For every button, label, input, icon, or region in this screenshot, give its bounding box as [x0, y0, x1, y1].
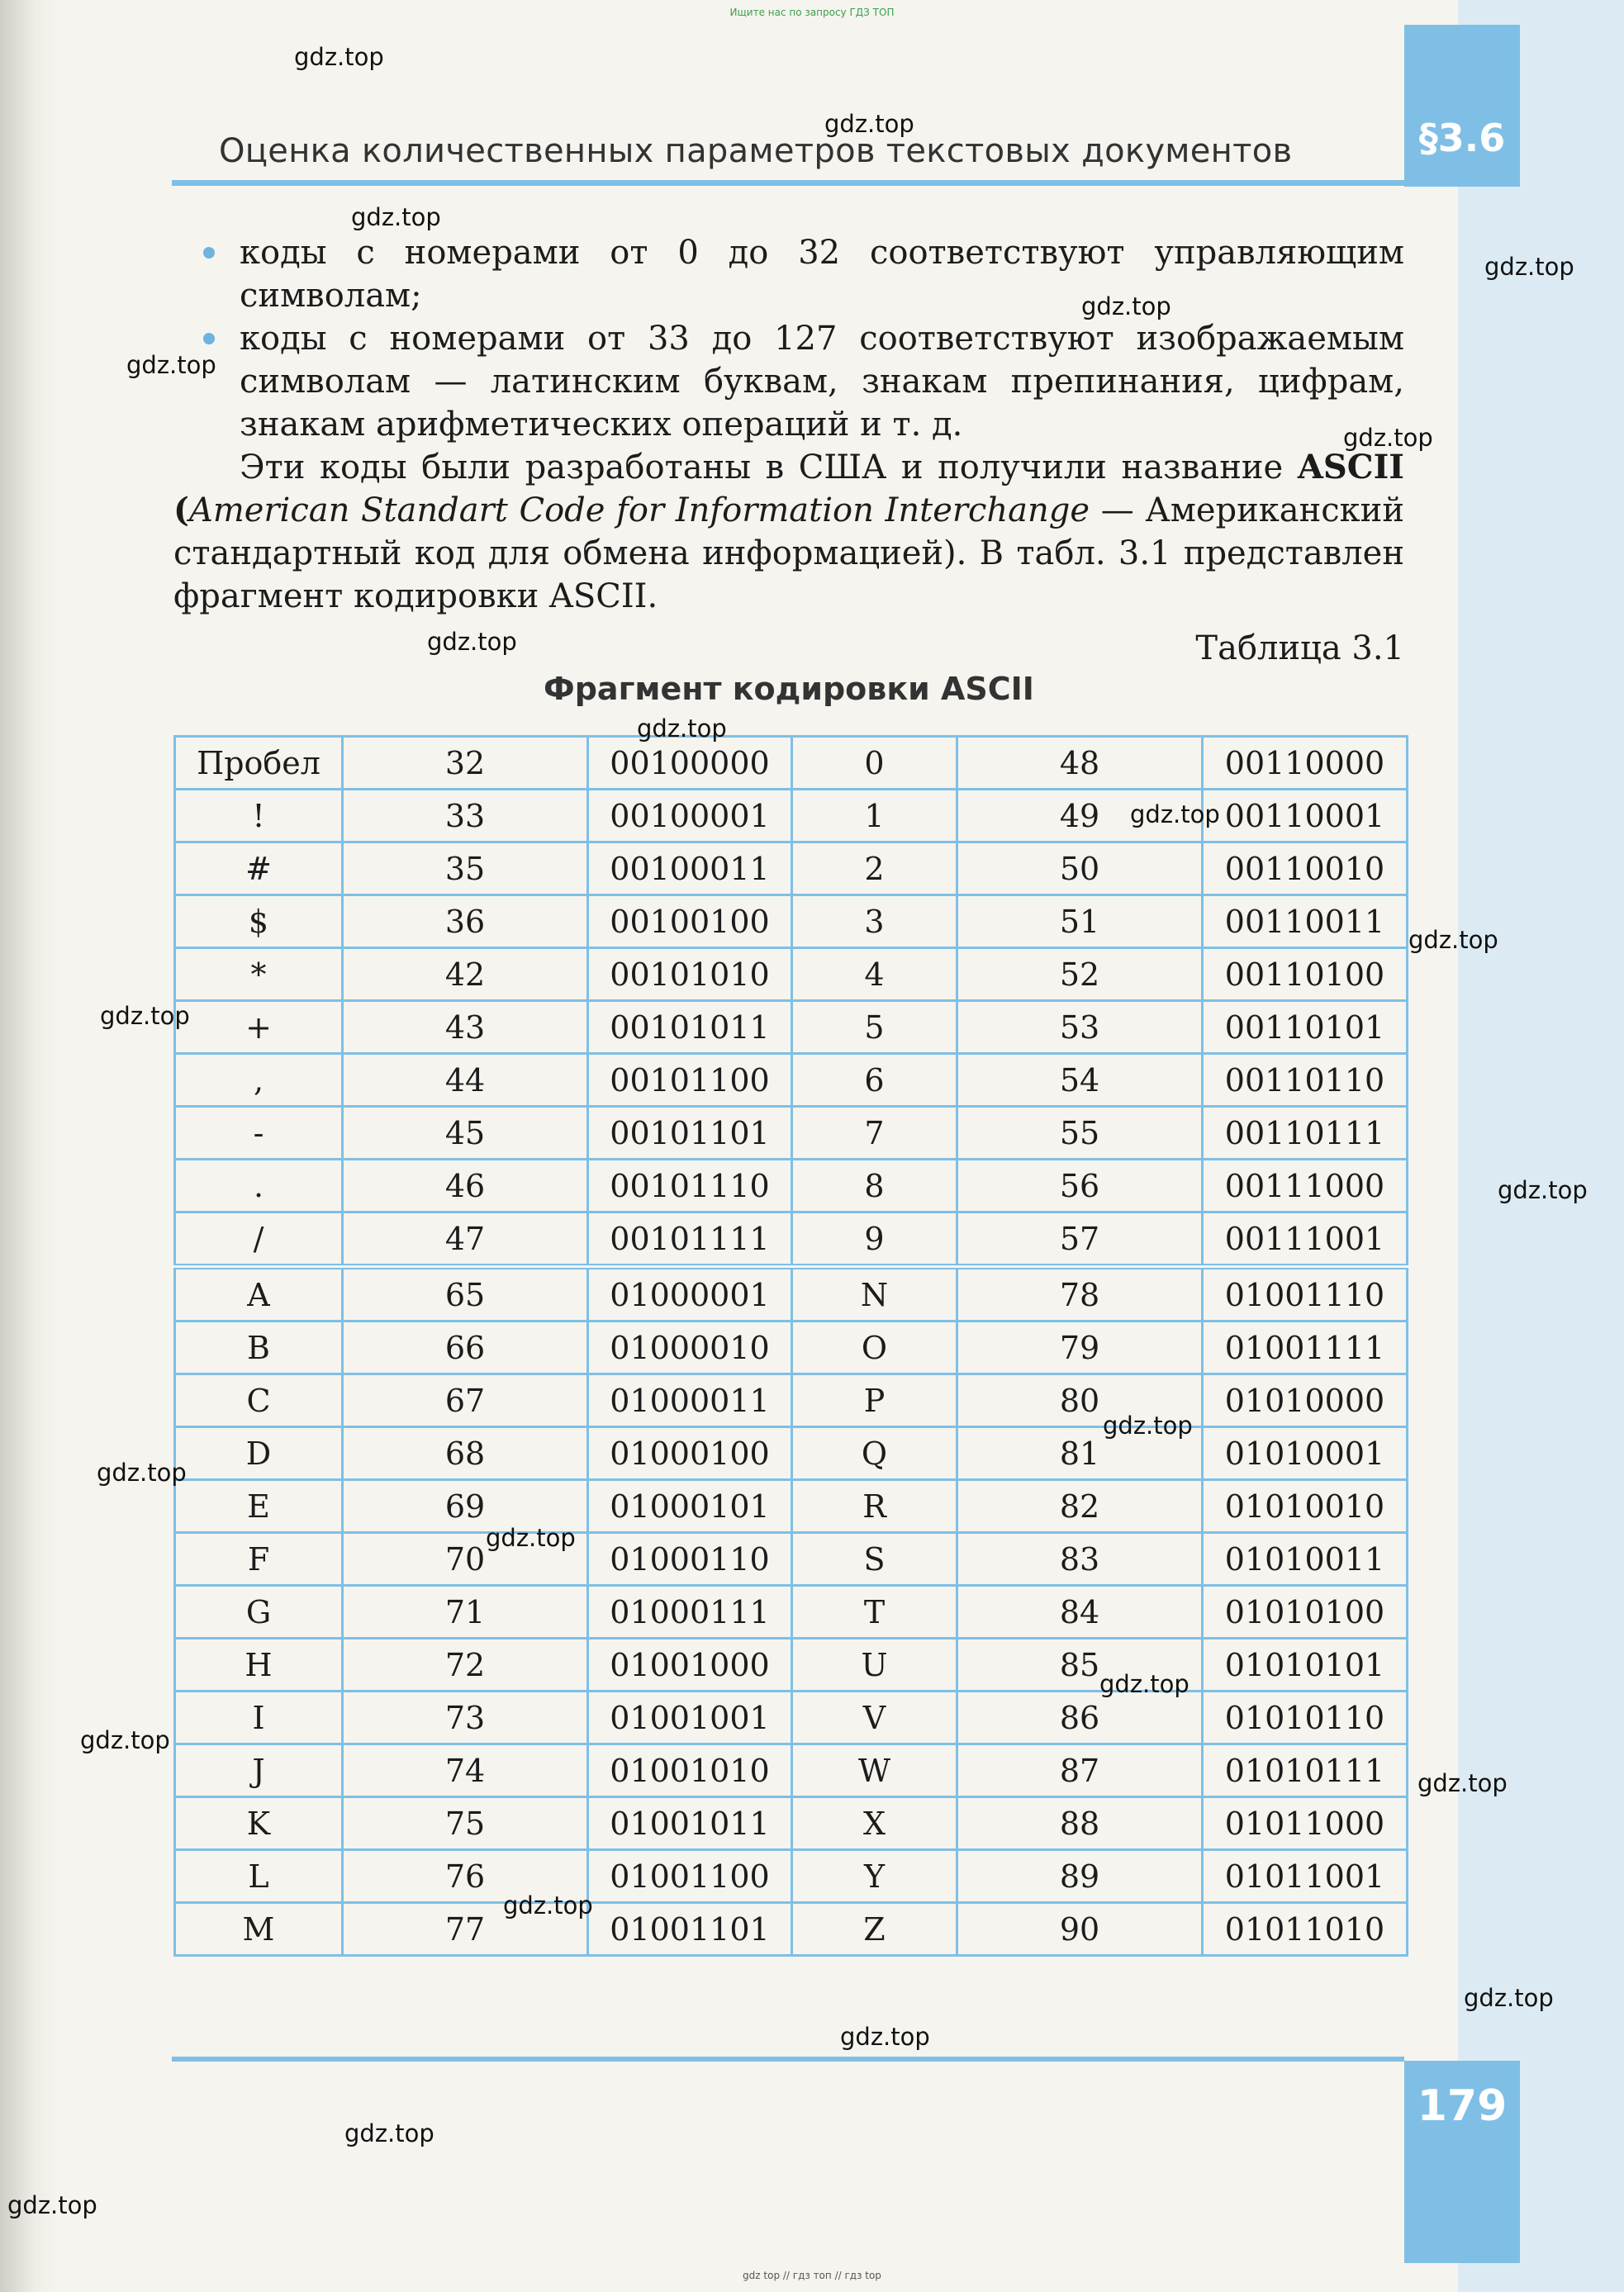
table-cell: 42 — [343, 948, 588, 1001]
table-cell: 00100000 — [588, 737, 792, 790]
table-cell: 00110111 — [1203, 1107, 1408, 1160]
table-cell: 87 — [957, 1744, 1203, 1797]
table-cell: 89 — [957, 1850, 1203, 1903]
table-cell: 69 — [343, 1480, 588, 1533]
bullet-text: коды с номерами от 0 до 32 соответствуют управляющим символам; — [240, 234, 1404, 315]
section-label: §3.6 — [1418, 116, 1506, 160]
table-cell: 75 — [343, 1797, 588, 1850]
table-cell: 35 — [343, 842, 588, 895]
table-cell: 2 — [792, 842, 957, 895]
table-row — [175, 1850, 1408, 1903]
table-cell: N — [792, 1267, 957, 1322]
table-cell: 70 — [343, 1533, 588, 1586]
running-header: Оценка количественных параметров текстовых документов — [219, 132, 1293, 170]
table-cell: 90 — [957, 1903, 1203, 1956]
table-cell: 01001001 — [588, 1692, 792, 1744]
table-cell: 78 — [957, 1267, 1203, 1322]
table-cell: 36 — [343, 895, 588, 948]
table-cell: 47 — [343, 1212, 588, 1267]
table-cell: 46 — [343, 1160, 588, 1212]
table-cell: Z — [792, 1903, 957, 1956]
watermark: gdz.top — [427, 628, 517, 656]
table-row — [175, 1427, 1408, 1480]
table-cell: 73 — [343, 1692, 588, 1744]
table-cell: R — [792, 1480, 957, 1533]
table-cell: 00100100 — [588, 895, 792, 948]
table-cell: 00110010 — [1203, 842, 1408, 895]
table-cell: 8 — [792, 1160, 957, 1212]
table-cell: 3 — [792, 895, 957, 948]
table-cell: P — [792, 1374, 957, 1427]
watermark: gdz.top — [1408, 926, 1498, 954]
table-cell: X — [792, 1797, 957, 1850]
watermark: gdz.top — [840, 2023, 930, 2051]
table-cell: 57 — [957, 1212, 1203, 1267]
right-margin-strip — [1458, 0, 1624, 2292]
table-cell: 01001110 — [1203, 1267, 1408, 1322]
table-row — [175, 1107, 1408, 1160]
table-cell: 01000101 — [588, 1480, 792, 1533]
table-cell: 88 — [957, 1797, 1203, 1850]
watermark: gdz.top — [126, 351, 216, 379]
table-cell: 83 — [957, 1533, 1203, 1586]
table-row — [175, 1322, 1408, 1374]
table-cell: ! — [175, 790, 343, 842]
table-cell: 1 — [792, 790, 957, 842]
table-cell: 33 — [343, 790, 588, 842]
page-number: 179 — [1417, 2081, 1508, 2131]
table-cell: 00100011 — [588, 842, 792, 895]
table-cell: 55 — [957, 1107, 1203, 1160]
bullet-item — [173, 231, 1404, 317]
table-cell: 76 — [343, 1850, 588, 1903]
table-cell: Пробел — [175, 737, 343, 790]
body-text — [173, 231, 1404, 618]
table-row — [175, 1374, 1408, 1427]
table-cell: 01001010 — [588, 1744, 792, 1797]
table-cell: 01011010 — [1203, 1903, 1408, 1956]
table-cell: 01001111 — [1203, 1322, 1408, 1374]
table-cell: C — [175, 1374, 343, 1427]
table-cell: 01001100 — [588, 1850, 792, 1903]
table-cell: 01000111 — [588, 1586, 792, 1639]
table-row — [175, 1212, 1408, 1267]
table-cell: 00110011 — [1203, 895, 1408, 948]
table-cell: 66 — [343, 1322, 588, 1374]
table-cell: 01010111 — [1203, 1744, 1408, 1797]
watermark: gdz.top — [100, 1002, 190, 1030]
table-row — [175, 1586, 1408, 1639]
table-cell: 00110110 — [1203, 1054, 1408, 1107]
bullet-icon — [203, 247, 215, 259]
page-binding-shadow — [0, 0, 58, 2292]
table-row — [175, 1639, 1408, 1692]
table-cell: 01010001 — [1203, 1427, 1408, 1480]
table-cell: 01000110 — [588, 1533, 792, 1586]
ascii-expansion: American Standart Code for Information Interchange — [188, 491, 1090, 529]
table-cell: 81 — [957, 1427, 1203, 1480]
watermark: gdz.top — [1130, 800, 1220, 828]
bullet-text: коды с номерами от 33 до 127 соответствуют изображаемым символам — латинским буквам, знакам препинания, цифрам, знакам арифметических операций и т. д. — [240, 320, 1404, 444]
table-cell: A — [175, 1267, 343, 1322]
table-cell: 00101011 — [588, 1001, 792, 1054]
table-cell: T — [792, 1586, 957, 1639]
table-cell: L — [175, 1850, 343, 1903]
table-cell: $ — [175, 895, 343, 948]
table-cell: 01010000 — [1203, 1374, 1408, 1427]
table-cell: 00101100 — [588, 1054, 792, 1107]
table-cell: 65 — [343, 1267, 588, 1322]
table-cell: G — [175, 1586, 343, 1639]
table-cell: D — [175, 1427, 343, 1480]
table-cell: 86 — [957, 1692, 1203, 1744]
table-title: Фрагмент кодировки ASCII — [544, 671, 1034, 707]
table-cell: 48 — [957, 737, 1203, 790]
table-cell: K — [175, 1797, 343, 1850]
table-cell: O — [792, 1322, 957, 1374]
table-cell: 51 — [957, 895, 1203, 948]
watermark: gdz.top — [637, 714, 727, 743]
table-row — [175, 1903, 1408, 1956]
table-cell: 01001011 — [588, 1797, 792, 1850]
table-cell: * — [175, 948, 343, 1001]
table-cell: 82 — [957, 1480, 1203, 1533]
table-cell: 68 — [343, 1427, 588, 1480]
table-cell: 32 — [343, 737, 588, 790]
table-cell: 6 — [792, 1054, 957, 1107]
bottom-note: gdz top // гдз топ // гдз top — [743, 2270, 881, 2281]
paragraph-end: — Американский стандартный код для обмена информацией). В табл. 3.1 представлен фрагмент кодировки ASCII. — [173, 491, 1404, 615]
table-cell: 00101010 — [588, 948, 792, 1001]
open-paren: ( — [173, 491, 189, 529]
header-rule — [172, 180, 1404, 186]
table-cell: 00110101 — [1203, 1001, 1408, 1054]
table-cell: 01000001 — [588, 1267, 792, 1322]
watermark: gdz.top — [1103, 1412, 1193, 1440]
table-cell: V — [792, 1692, 957, 1744]
watermark: gdz.top — [351, 203, 441, 231]
table-cell: 00101110 — [588, 1160, 792, 1212]
table-cell: 54 — [957, 1054, 1203, 1107]
table-cell: + — [175, 1001, 343, 1054]
watermark: gdz.top — [503, 1891, 593, 1919]
table-cell: Y — [792, 1850, 957, 1903]
table-cell: 43 — [343, 1001, 588, 1054]
table-cell: Q — [792, 1427, 957, 1480]
table-cell: 49 — [957, 790, 1203, 842]
table-cell: 00110000 — [1203, 737, 1408, 790]
table-cell: / — [175, 1212, 343, 1267]
table-row — [175, 790, 1408, 842]
table-cell: 01010100 — [1203, 1586, 1408, 1639]
watermark: gdz.top — [1417, 1769, 1508, 1797]
table-cell: 01001000 — [588, 1639, 792, 1692]
section-tab — [1404, 25, 1520, 187]
table-cell: 5 — [792, 1001, 957, 1054]
table-cell: F — [175, 1533, 343, 1586]
table-cell: 74 — [343, 1744, 588, 1797]
table-cell: 00110001 — [1203, 790, 1408, 842]
table-cell: 77 — [343, 1903, 588, 1956]
table-cell: 79 — [957, 1322, 1203, 1374]
bullet-icon — [203, 333, 215, 344]
ascii-table — [173, 735, 1408, 1957]
table-cell: M — [175, 1903, 343, 1956]
table-cell: 00101101 — [588, 1107, 792, 1160]
table-cell: # — [175, 842, 343, 895]
ascii-term: ASCII — [1297, 448, 1405, 486]
table-row — [175, 1533, 1408, 1586]
table-cell: 01011001 — [1203, 1850, 1408, 1903]
table-cell: 9 — [792, 1212, 957, 1267]
table-cell: 44 — [343, 1054, 588, 1107]
paragraph-start: Эти коды были разработаны в США и получили название — [240, 448, 1284, 486]
table-cell: 01010010 — [1203, 1480, 1408, 1533]
table-cell: B — [175, 1322, 343, 1374]
table-cell: 01010011 — [1203, 1533, 1408, 1586]
table-cell: 00110100 — [1203, 948, 1408, 1001]
table-cell: J — [175, 1744, 343, 1797]
table-cell: 01001101 — [588, 1903, 792, 1956]
watermark: gdz.top — [1484, 253, 1574, 281]
table-cell: U — [792, 1639, 957, 1692]
table-cell: 01000100 — [588, 1427, 792, 1480]
watermark: gdz.top — [1099, 1670, 1190, 1698]
table-row — [175, 1797, 1408, 1850]
table-cell: 84 — [957, 1586, 1203, 1639]
table-cell: . — [175, 1160, 343, 1212]
table-cell: 85 — [957, 1639, 1203, 1692]
table-cell: 01010110 — [1203, 1692, 1408, 1744]
watermark: gdz.top — [486, 1524, 576, 1552]
table-cell: 00101111 — [588, 1212, 792, 1267]
table-cell: 52 — [957, 948, 1203, 1001]
table-cell: H — [175, 1639, 343, 1692]
table-cell: 01000010 — [588, 1322, 792, 1374]
watermark: gdz.top — [1498, 1176, 1588, 1204]
table-row — [175, 842, 1408, 895]
table-cell: 01000011 — [588, 1374, 792, 1427]
table-cell: 56 — [957, 1160, 1203, 1212]
table-cell: 50 — [957, 842, 1203, 895]
table-row — [175, 737, 1408, 790]
table-row — [175, 1267, 1408, 1322]
table-cell: 00100001 — [588, 790, 792, 842]
table-cell: 53 — [957, 1001, 1203, 1054]
table-row — [175, 1480, 1408, 1533]
watermark: gdz.top — [7, 2191, 97, 2219]
table-cell: 01010101 — [1203, 1639, 1408, 1692]
table-label: Таблица 3.1 — [1195, 629, 1404, 667]
watermark: gdz.top — [97, 1459, 187, 1487]
table-cell: 01011000 — [1203, 1797, 1408, 1850]
table-cell: 0 — [792, 737, 957, 790]
table-cell: 00111001 — [1203, 1212, 1408, 1267]
table-cell: 00111000 — [1203, 1160, 1408, 1212]
watermark: gdz.top — [1343, 424, 1433, 452]
table-row — [175, 1001, 1408, 1054]
watermark: gdz.top — [294, 43, 384, 71]
bullet-item — [173, 317, 1404, 446]
watermark: gdz.top — [80, 1726, 170, 1754]
table-cell: 80 — [957, 1374, 1203, 1427]
table-cell: I — [175, 1692, 343, 1744]
table-row — [175, 1054, 1408, 1107]
paragraph — [173, 446, 1404, 618]
table-cell: , — [175, 1054, 343, 1107]
table-cell: - — [175, 1107, 343, 1160]
watermark: gdz.top — [1081, 292, 1171, 320]
table-cell: 45 — [343, 1107, 588, 1160]
table-cell: W — [792, 1744, 957, 1797]
table-cell: 7 — [792, 1107, 957, 1160]
table-row — [175, 1692, 1408, 1744]
top-note: Ищите нас по запросу ГДЗ ТОП — [729, 7, 895, 18]
table-cell: 67 — [343, 1374, 588, 1427]
footer-rule — [172, 2057, 1404, 2062]
table-cell: 72 — [343, 1639, 588, 1692]
table-cell: S — [792, 1533, 957, 1586]
watermark: gdz.top — [1464, 1984, 1554, 2012]
table-row — [175, 1160, 1408, 1212]
table-cell: E — [175, 1480, 343, 1533]
table-cell: 71 — [343, 1586, 588, 1639]
table-row — [175, 948, 1408, 1001]
table-row — [175, 895, 1408, 948]
table-row — [175, 1744, 1408, 1797]
table-cell: 4 — [792, 948, 957, 1001]
watermark: gdz.top — [824, 110, 914, 138]
watermark: gdz.top — [344, 2119, 434, 2147]
